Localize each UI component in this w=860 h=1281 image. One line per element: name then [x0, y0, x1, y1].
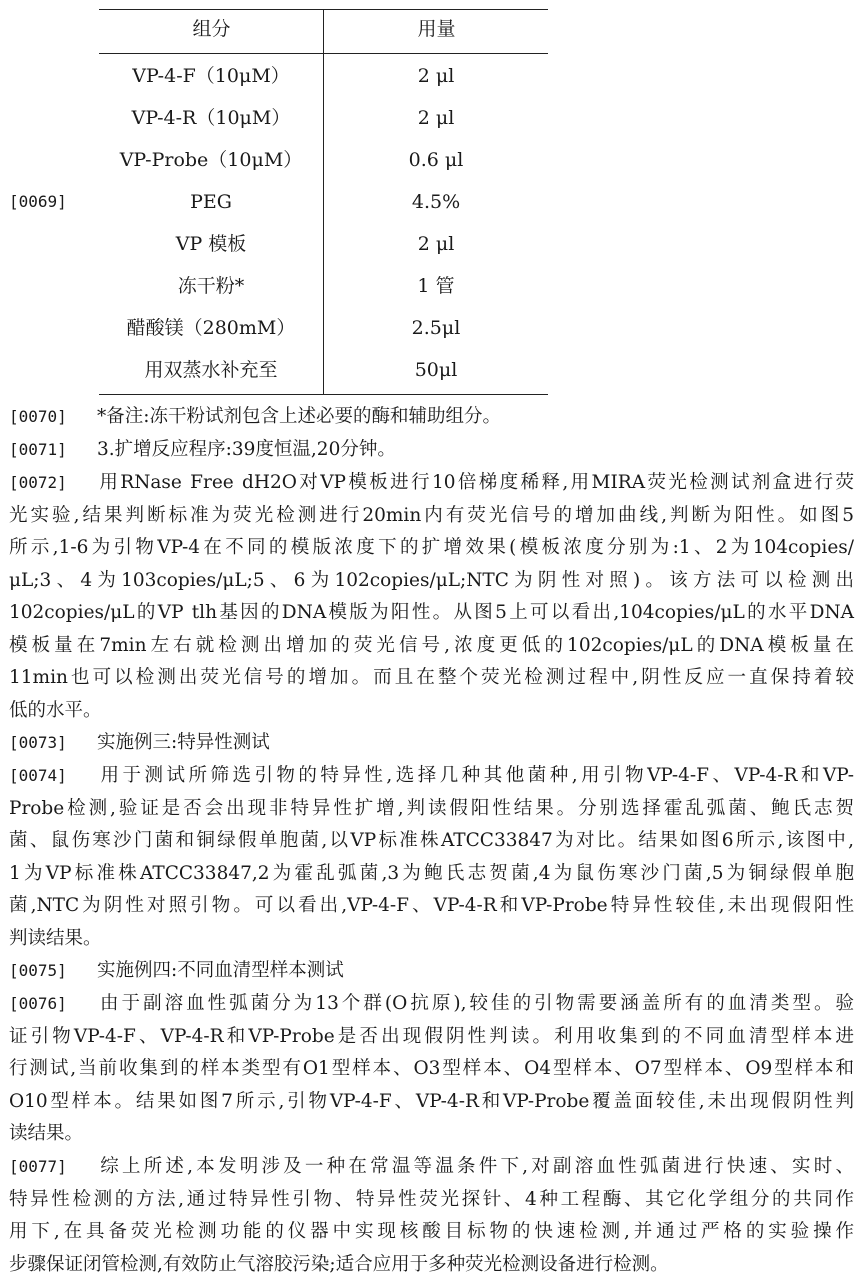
- paragraph-number: [0072]: [9, 467, 97, 500]
- row-amount: 2 μl: [324, 55, 548, 97]
- row-component: VP-Probe（10μM）: [99, 139, 323, 181]
- section-heading: 实施例三:特异性测试: [97, 732, 270, 753]
- paragraph-number: [0071]: [9, 434, 97, 467]
- paragraph-line: 低的水平。: [9, 695, 854, 728]
- paragraph-line: 证引物VP-4-F、VP-4-R和VP-Probe是否出现假阴性判读。利用收集到的不同血清型样本进: [9, 1021, 854, 1054]
- paragraph-line: 步骤保证闭管检测,有效防止气溶胶污染;适合应用于多种荧光检测设备进行检测。: [9, 1249, 854, 1281]
- paragraph-line: 菌、鼠伤寒沙门菌和铜绿假单胞菌,以VP标准株ATCC33847为对比。结果如图6所示,该图中,: [9, 825, 854, 858]
- paragraph-0076: [9, 988, 854, 1151]
- paragraph-number: [0070]: [9, 401, 97, 434]
- row-component: 用双蒸水补充至: [99, 349, 323, 391]
- paragraph-line: 模板量在7min左右就检测出增加的荧光信号,浓度更低的102copies/μL的DNA模板量在: [9, 630, 854, 663]
- paragraph-line: O10型样本。结果如图7所示,引物VP-4-F、VP-4-R和VP-Probe覆盖面较佳,未出现假阴性判: [9, 1086, 854, 1119]
- paragraph-0072: [9, 467, 854, 727]
- paragraph-line: 所示,1-6为引物VP-4在不同的模版浓度下的扩增效果(模板浓度分别为:1、2为104copies/: [9, 532, 854, 565]
- paragraph-0071: [9, 434, 854, 467]
- paragraph-line: 11min也可以检测出荧光信号的增加。而且在整个荧光检测过程中,阴性反应一直保持着较: [9, 662, 854, 695]
- row-amount: 4.5%: [324, 181, 548, 223]
- paragraph-0070: [9, 401, 854, 434]
- row-component: PEG: [99, 181, 323, 223]
- row-amount: 0.6 μl: [324, 139, 548, 181]
- row-amount: 50μl: [324, 349, 548, 391]
- paragraph-line: 1为VP标准株ATCC33847,2为霍乱弧菌,3为鲍氏志贺菌,4为鼠伤寒沙门菌,5为铜绿假单胞: [9, 858, 854, 891]
- paragraph-line: 用下,在具备荧光检测功能的仪器中实现核酸目标物的快速检测,并通过严格的实验操作: [9, 1216, 854, 1249]
- paragraph-line: 判读结果。: [9, 923, 854, 956]
- row-component: 冻干粉*: [99, 265, 323, 307]
- row-component: VP 模板: [99, 223, 323, 265]
- paragraph-line: 综上所述,本发明涉及一种在常温等温条件下,对副溶血性弧菌进行快速、实时、: [97, 1156, 854, 1177]
- row-component: 醋酸镁（280mM）: [99, 307, 323, 349]
- row-amount: 2.5μl: [324, 307, 548, 349]
- paragraph-line: 光实验,结果判断标准为荧光检测进行20min内有荧光信号的增加曲线,判断为阳性。如图5: [9, 500, 854, 533]
- paragraph-number: [0069]: [9, 192, 67, 211]
- header-component: 组分: [99, 14, 324, 41]
- row-amount: 1 管: [324, 265, 548, 307]
- paragraph-line: 用RNase Free dH2O对VP模板进行10倍梯度稀释,用MIRA荧光检测试剂盒进行荧: [97, 472, 854, 493]
- paragraph-number: [0077]: [9, 1151, 97, 1184]
- paragraph-line: 特异性检测的方法,通过特异性引物、特异性荧光探针、4种工程酶、其它化学组分的共同作: [9, 1184, 854, 1217]
- paragraph-text: *备注:冻干粉试剂包含上述必要的酶和辅助组分。: [97, 406, 501, 427]
- paragraph-number: [0076]: [9, 988, 97, 1021]
- paragraph-number: [0073]: [9, 727, 97, 760]
- row-amount: 2 μl: [324, 97, 548, 139]
- row-component: VP-4-R（10μM）: [99, 97, 323, 139]
- paragraph-0073: [9, 727, 854, 760]
- paragraph-number: [0075]: [9, 955, 97, 988]
- paragraph-line: μL;3、4为103copies/μL;5、6为102copies/μL;NTC为阴性对照)。该方法可以检测出: [9, 565, 854, 598]
- paragraph-0077: [9, 1151, 854, 1281]
- row-component: VP-4-F（10μM）: [99, 55, 323, 97]
- paragraph-text: 3.扩增反应程序:39度恒温,20分钟。: [97, 439, 396, 460]
- row-amount: 2 μl: [324, 223, 548, 265]
- paragraph-line: 读结果。: [9, 1118, 854, 1151]
- paragraph-line: 用于测试所筛选引物的特异性,选择几种其他菌种,用引物VP-4-F、VP-4-R和VP-: [97, 765, 854, 786]
- header-amount: 用量: [324, 14, 549, 41]
- paragraph-0074: [9, 760, 854, 955]
- paragraph-line: 由于副溶血性弧菌分为13个群(O抗原),较佳的引物需要涵盖所有的血清类型。验: [97, 993, 854, 1014]
- paragraph-number: [0074]: [9, 760, 97, 793]
- paragraph-line: 菌,NTC为阴性对照引物。可以看出,VP-4-F、VP-4-R和VP-Probe特异性较佳,未出现假阳性: [9, 890, 854, 923]
- section-heading: 实施例四:不同血清型样本测试: [97, 960, 344, 981]
- paragraph-line: Probe检测,验证是否会出现非特异性扩增,判读假阳性结果。分别选择霍乱弧菌、鲍氏志贺: [9, 793, 854, 826]
- paragraph-0075: [9, 955, 854, 988]
- paragraph-line: 102copies/μL的VP tlh基因的DNA模版为阳性。从图5上可以看出,104copies/μL的水平DNA: [9, 597, 854, 630]
- paragraph-line: 行测试,当前收集到的样本类型有O1型样本、O3型样本、O4型样本、O7型样本、O9型样本和: [9, 1053, 854, 1086]
